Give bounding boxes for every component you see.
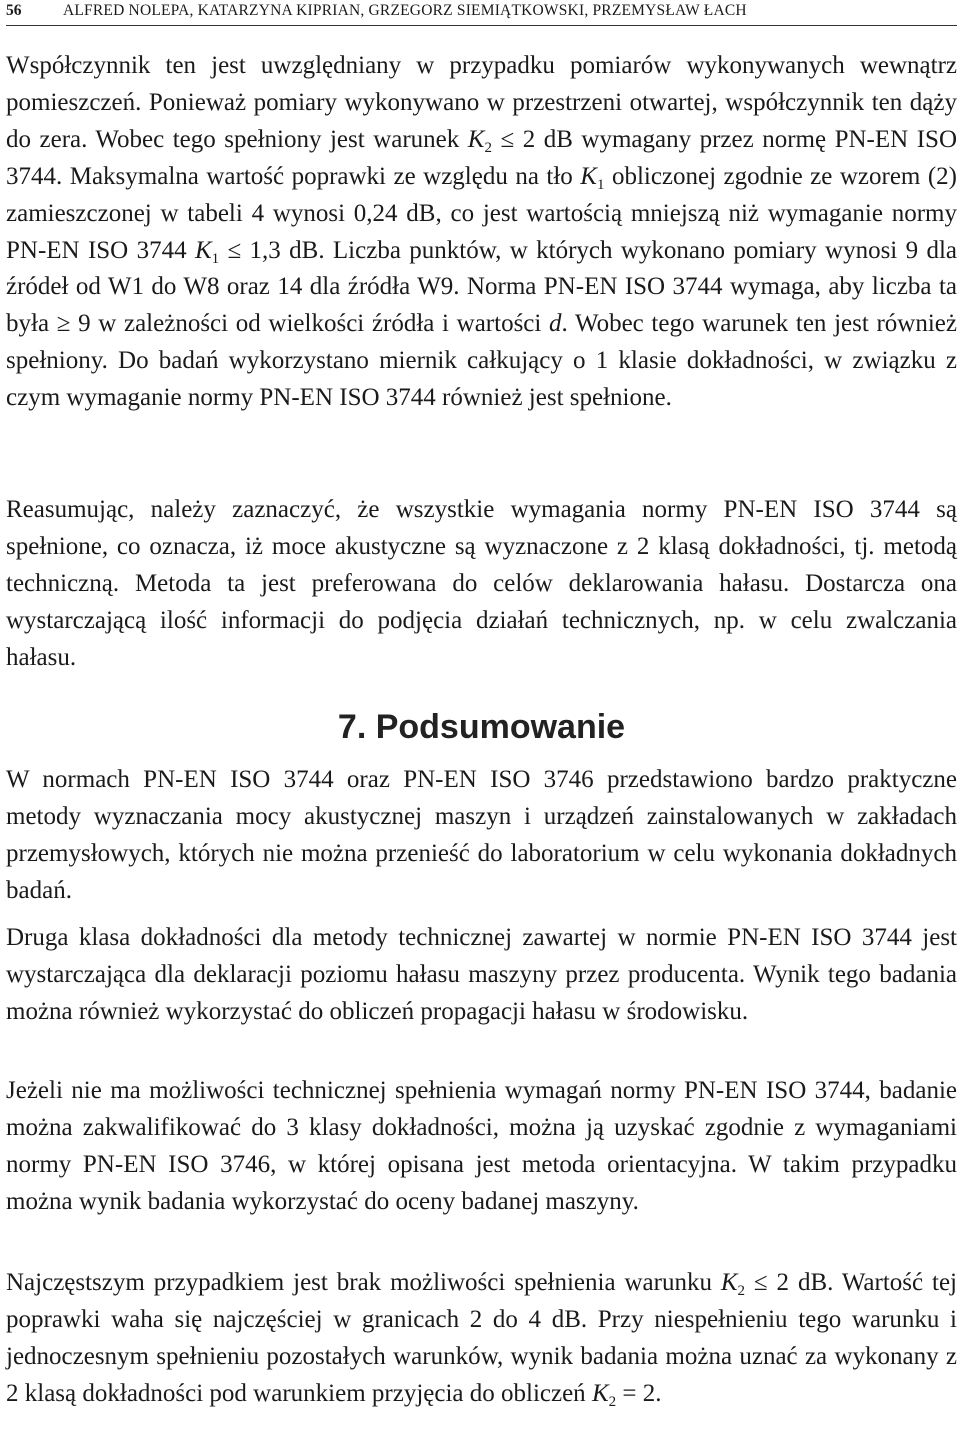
page-number: 56 — [6, 2, 22, 19]
paragraph-6: Najczęstszym przypadkiem jest brak możliwości spełnienia warunku $K_2 \le 2$ dB. Wartość tej poprawki waha się najczęściej w granicach 2 do 4 dB. Przy niespełnieniu tego warunku i jednoczesnym spełnieniu pozostałych warunków, wynik badania można uznać za wykonany z 2 klasą dokładności pod warunkiem przyjęcia do obliczeń $K_2 = 2$. — [6, 1269, 957, 1410]
symbol-d: d — [549, 310, 562, 338]
paragraph-5: Jeżeli nie ma możliwości technicznej spełnienia wymagań normy PN-EN ISO 3744, badanie można zakwalifikować do 3 klasy dokładności, można ją uzyskać zgodnie z wymaganiami normy PN-EN ISO 3746, w której opisana jest metoda orientacyjna. W takim przypadku można wynik badania wykorzystać do oceny badanej maszyny. — [6, 1077, 957, 1215]
symbol-k2: K — [467, 125, 485, 153]
running-head — [6, 0, 957, 28]
section-heading: 7. Podsumowanie — [337, 708, 626, 746]
paragraph-1: Współczynnik ten jest uwzględniany w przypadku pomiarów wykonywanych wewnątrz pomieszczeń. Ponieważ pomiary wykonywano w przestrzeni otwartej, współczynnik ten dąży do zera. Wobec tego spełniony jest warunek $K_2 \le 2$ dB wymagany przez normę PN-EN ISO 3744. Maksymalna wartość poprawki ze względu na tło $K_1$ obliczonej zgodnie ze wzorem (2) zamieszczonej w tabeli 4 wynosi 0,24 dB, co jest wartością mniejszą niż wymaganie normy PN-EN ISO 3744 $K_1 \le 1,3$ dB. Liczba punktów, w których wykonano pomiary wynosi 9 dla źródeł od W1 do W8 oraz 14 dla źródła W9. Norma PN-EN ISO 3744 wymaga, aby liczba ta była ≥ 9 w zależności od wielkości źródła i wartości d. Wobec tego warunek ten jest również spełniony. Do badań wykorzystano miernik całkujący o 1 klasie dokładności, w związku z czym wymaganie normy PN-EN ISO 3744 również jest spełnione. — [6, 52, 957, 412]
symbol-k1: K — [580, 162, 597, 190]
symbol-k2: K — [720, 1269, 738, 1296]
paragraph-4: Druga klasa dokładności dla metody technicznej zawartej w normie PN-EN ISO 3744 jest wystarczająca dla deklaracji poziomu hałasu maszyny przez producenta. Wynik tego badania można również wykorzystać do obliczeń propagacji hałasu w środowisku. — [6, 924, 957, 1025]
paragraph-2: Reasumując, należy zaznaczyć, że wszystkie wymagania normy PN-EN ISO 3744 są spełnione, co oznacza, iż moce akustyczne są wyznaczone z 2 klasą dokładności, tj. metodą techniczną. Metoda ta jest preferowana do celów deklarowania hałasu. Dostarcza ona wystarczającą ilość informacji do podjęcia działań technicznych, np. w celu zwalczania hałasu. — [6, 496, 957, 671]
header-rule — [6, 25, 957, 26]
symbol-k1: K — [194, 236, 212, 264]
running-head-authors: ALFRED NOLEPA, KATARZYNA KIPRIAN, GRZEGORZ SIEMIĄTKOWSKI, PRZEMYSŁAW ŁACH — [63, 2, 747, 19]
symbol-k2: K — [591, 1379, 609, 1407]
paragraph-3: W normach PN-EN ISO 3744 oraz PN-EN ISO 3746 przedstawiono bardzo praktyczne metody wyznaczania mocy akustycznej maszyn i urządzeń zainstalowanych w zakładach przemysłowych, których nie można przenieść do laboratorium w celu wykonania dokładnych badań. — [6, 766, 957, 904]
